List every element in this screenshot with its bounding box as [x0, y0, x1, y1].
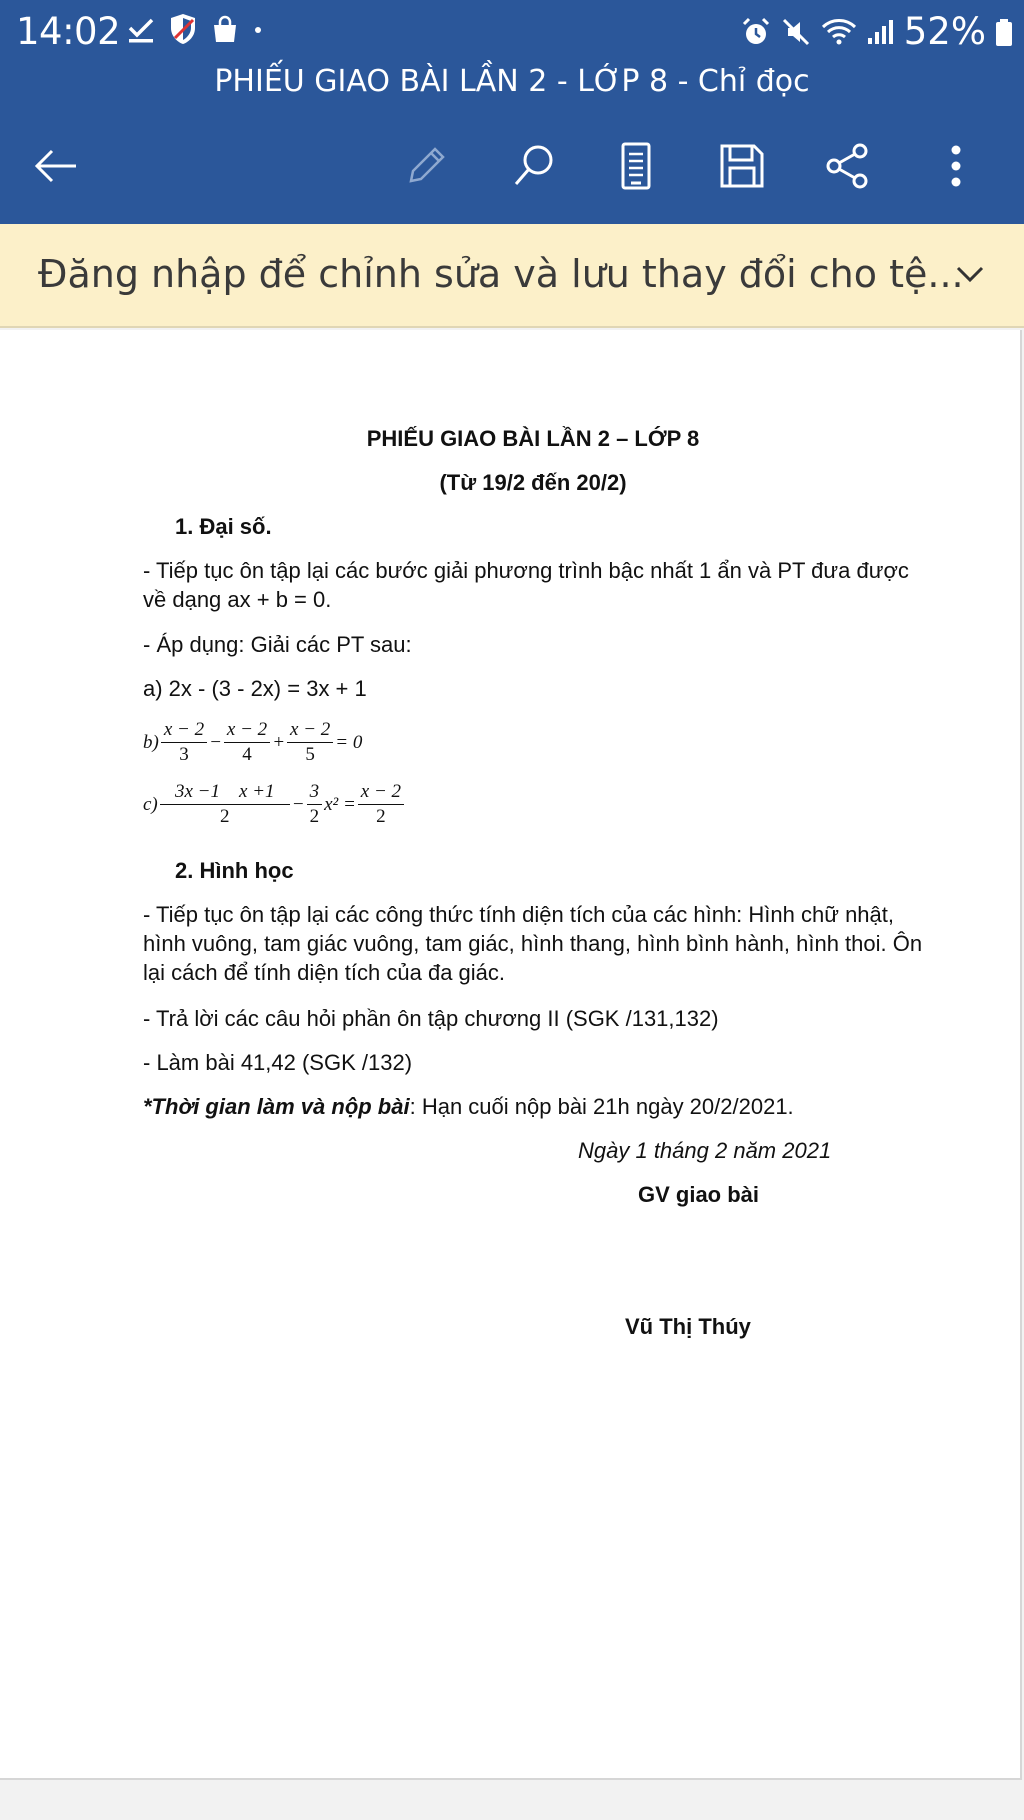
eq-b-fraction-3 — [287, 718, 333, 767]
deadline-line — [143, 1092, 794, 1121]
battery-level: 52% — [903, 10, 986, 53]
section1-paragraph1: - Tiếp tục ôn tập lại các bước giải phương trình bậc nhất 1 ẩn và PT đưa được về dạng ax + b = 0. — [143, 558, 909, 612]
eq-c-op1: − — [291, 794, 305, 815]
status-left-icons — [126, 12, 264, 46]
eq-c-fraction-3 — [358, 780, 404, 829]
eq-b-op1: − — [209, 732, 222, 753]
reading-view-button[interactable] — [604, 134, 668, 198]
share-button[interactable] — [816, 134, 880, 198]
chevron-down-icon — [954, 258, 986, 290]
mobile-view-icon — [616, 141, 656, 191]
more-options-button[interactable] — [924, 134, 988, 198]
save-button[interactable] — [710, 134, 774, 198]
notification-dot-icon — [252, 14, 264, 44]
search-icon — [511, 143, 557, 189]
eq-b-fraction-1 — [161, 718, 207, 767]
equation-b — [143, 718, 362, 767]
section2-paragraph1: - Tiếp tục ôn tập lại các công thức tính diện tích của các hình: Hình chữ nhật, hình vuông, tam giác vuông, tam giác, hình thang, hình bình hành, hình thoi. Ôn lại cách để tính diện tích của đa giác. — [143, 902, 923, 985]
signal-icon — [866, 16, 896, 48]
eq-b-f1-den: 3 — [179, 744, 189, 765]
eq-c-f2-num: 3 — [307, 780, 323, 805]
edit-button[interactable] — [394, 134, 458, 198]
sign-in-banner[interactable] — [0, 224, 1024, 328]
doc-subheading: (Từ 19/2 đến 20/2) — [439, 470, 627, 495]
section1-paragraph2: - Áp dụng: Giải các PT sau: — [143, 632, 412, 657]
status-bar — [0, 0, 1024, 62]
eq-c-fraction-2 — [307, 780, 323, 829]
equation-c — [143, 780, 406, 829]
eq-c-f1-den: 2 — [220, 806, 230, 827]
back-button[interactable] — [24, 134, 88, 198]
eq-c-x-squared: x² = — [324, 794, 356, 815]
app-bar — [0, 0, 1024, 224]
wifi-icon — [820, 16, 858, 48]
eq-c-f1-num: 3x −1 x +1 — [160, 780, 290, 805]
deadline-text: : Hạn cuối nộp bài 21h ngày 20/2/2021. — [409, 1094, 794, 1119]
status-time: 14:02 — [16, 10, 121, 53]
arrow-left-icon — [32, 146, 80, 186]
equation-a: a) 2x - (3 - 2x) = 3x + 1 — [143, 676, 367, 701]
document-date: Ngày 1 tháng 2 năm 2021 — [578, 1138, 832, 1163]
toolbar — [0, 134, 1024, 198]
eq-b-op2: + — [272, 732, 286, 753]
pencil-icon — [403, 143, 449, 189]
eq-b-label: b) — [143, 732, 159, 753]
eq-b-f2-num: x − 2 — [224, 718, 270, 743]
battery-icon — [994, 16, 1014, 48]
signer-name: Vũ Thị Thúy — [625, 1314, 751, 1339]
search-button[interactable] — [502, 134, 566, 198]
eq-c-fraction-1 — [160, 780, 290, 829]
eq-b-rhs: = 0 — [335, 732, 363, 753]
status-right-icons — [740, 10, 1014, 53]
alarm-icon — [740, 16, 772, 48]
download-done-icon — [126, 14, 156, 44]
eq-b-f3-num: x − 2 — [287, 718, 333, 743]
shopping-bag-icon — [210, 14, 240, 44]
save-icon — [718, 142, 766, 190]
eq-b-f1-num: x − 2 — [161, 718, 207, 743]
eq-b-f2-den: 4 — [242, 744, 252, 765]
section2-paragraph3: - Làm bài 41,42 (SGK /132) — [143, 1050, 413, 1075]
banner-expand-button[interactable] — [954, 258, 986, 295]
eq-c-label: c) — [143, 794, 158, 815]
signer-role: GV giao bài — [638, 1182, 760, 1207]
eq-b-f3-den: 5 — [305, 744, 315, 765]
eq-c-f3-num: x − 2 — [358, 780, 404, 805]
share-icon — [824, 142, 872, 190]
more-vertical-icon — [946, 142, 966, 190]
section2-paragraph2: - Trả lời các câu hỏi phần ôn tập chương II (SGK /131,132) — [143, 1006, 719, 1031]
eq-c-f2-den: 2 — [309, 806, 320, 827]
shield-icon — [168, 12, 198, 46]
eq-c-f3-den: 2 — [376, 806, 386, 827]
mute-icon — [780, 16, 812, 48]
section1-title: 1. Đại số. — [175, 514, 272, 539]
banner-text: Đăng nhập để chỉnh sửa và lưu thay đổi cho tệ... — [38, 252, 964, 296]
section2-title: 2. Hình học — [175, 858, 294, 883]
document-page[interactable] — [0, 330, 1022, 1780]
doc-heading: PHIẾU GIAO BÀI LẦN 2 – LỚP 8 — [366, 426, 700, 451]
document-title: PHIẾU GIAO BÀI LẦN 2 - LỚP 8 - Chỉ đọc — [214, 64, 810, 99]
deadline-label: *Thời gian làm và nộp bài — [143, 1094, 410, 1119]
eq-b-fraction-2 — [224, 718, 270, 767]
